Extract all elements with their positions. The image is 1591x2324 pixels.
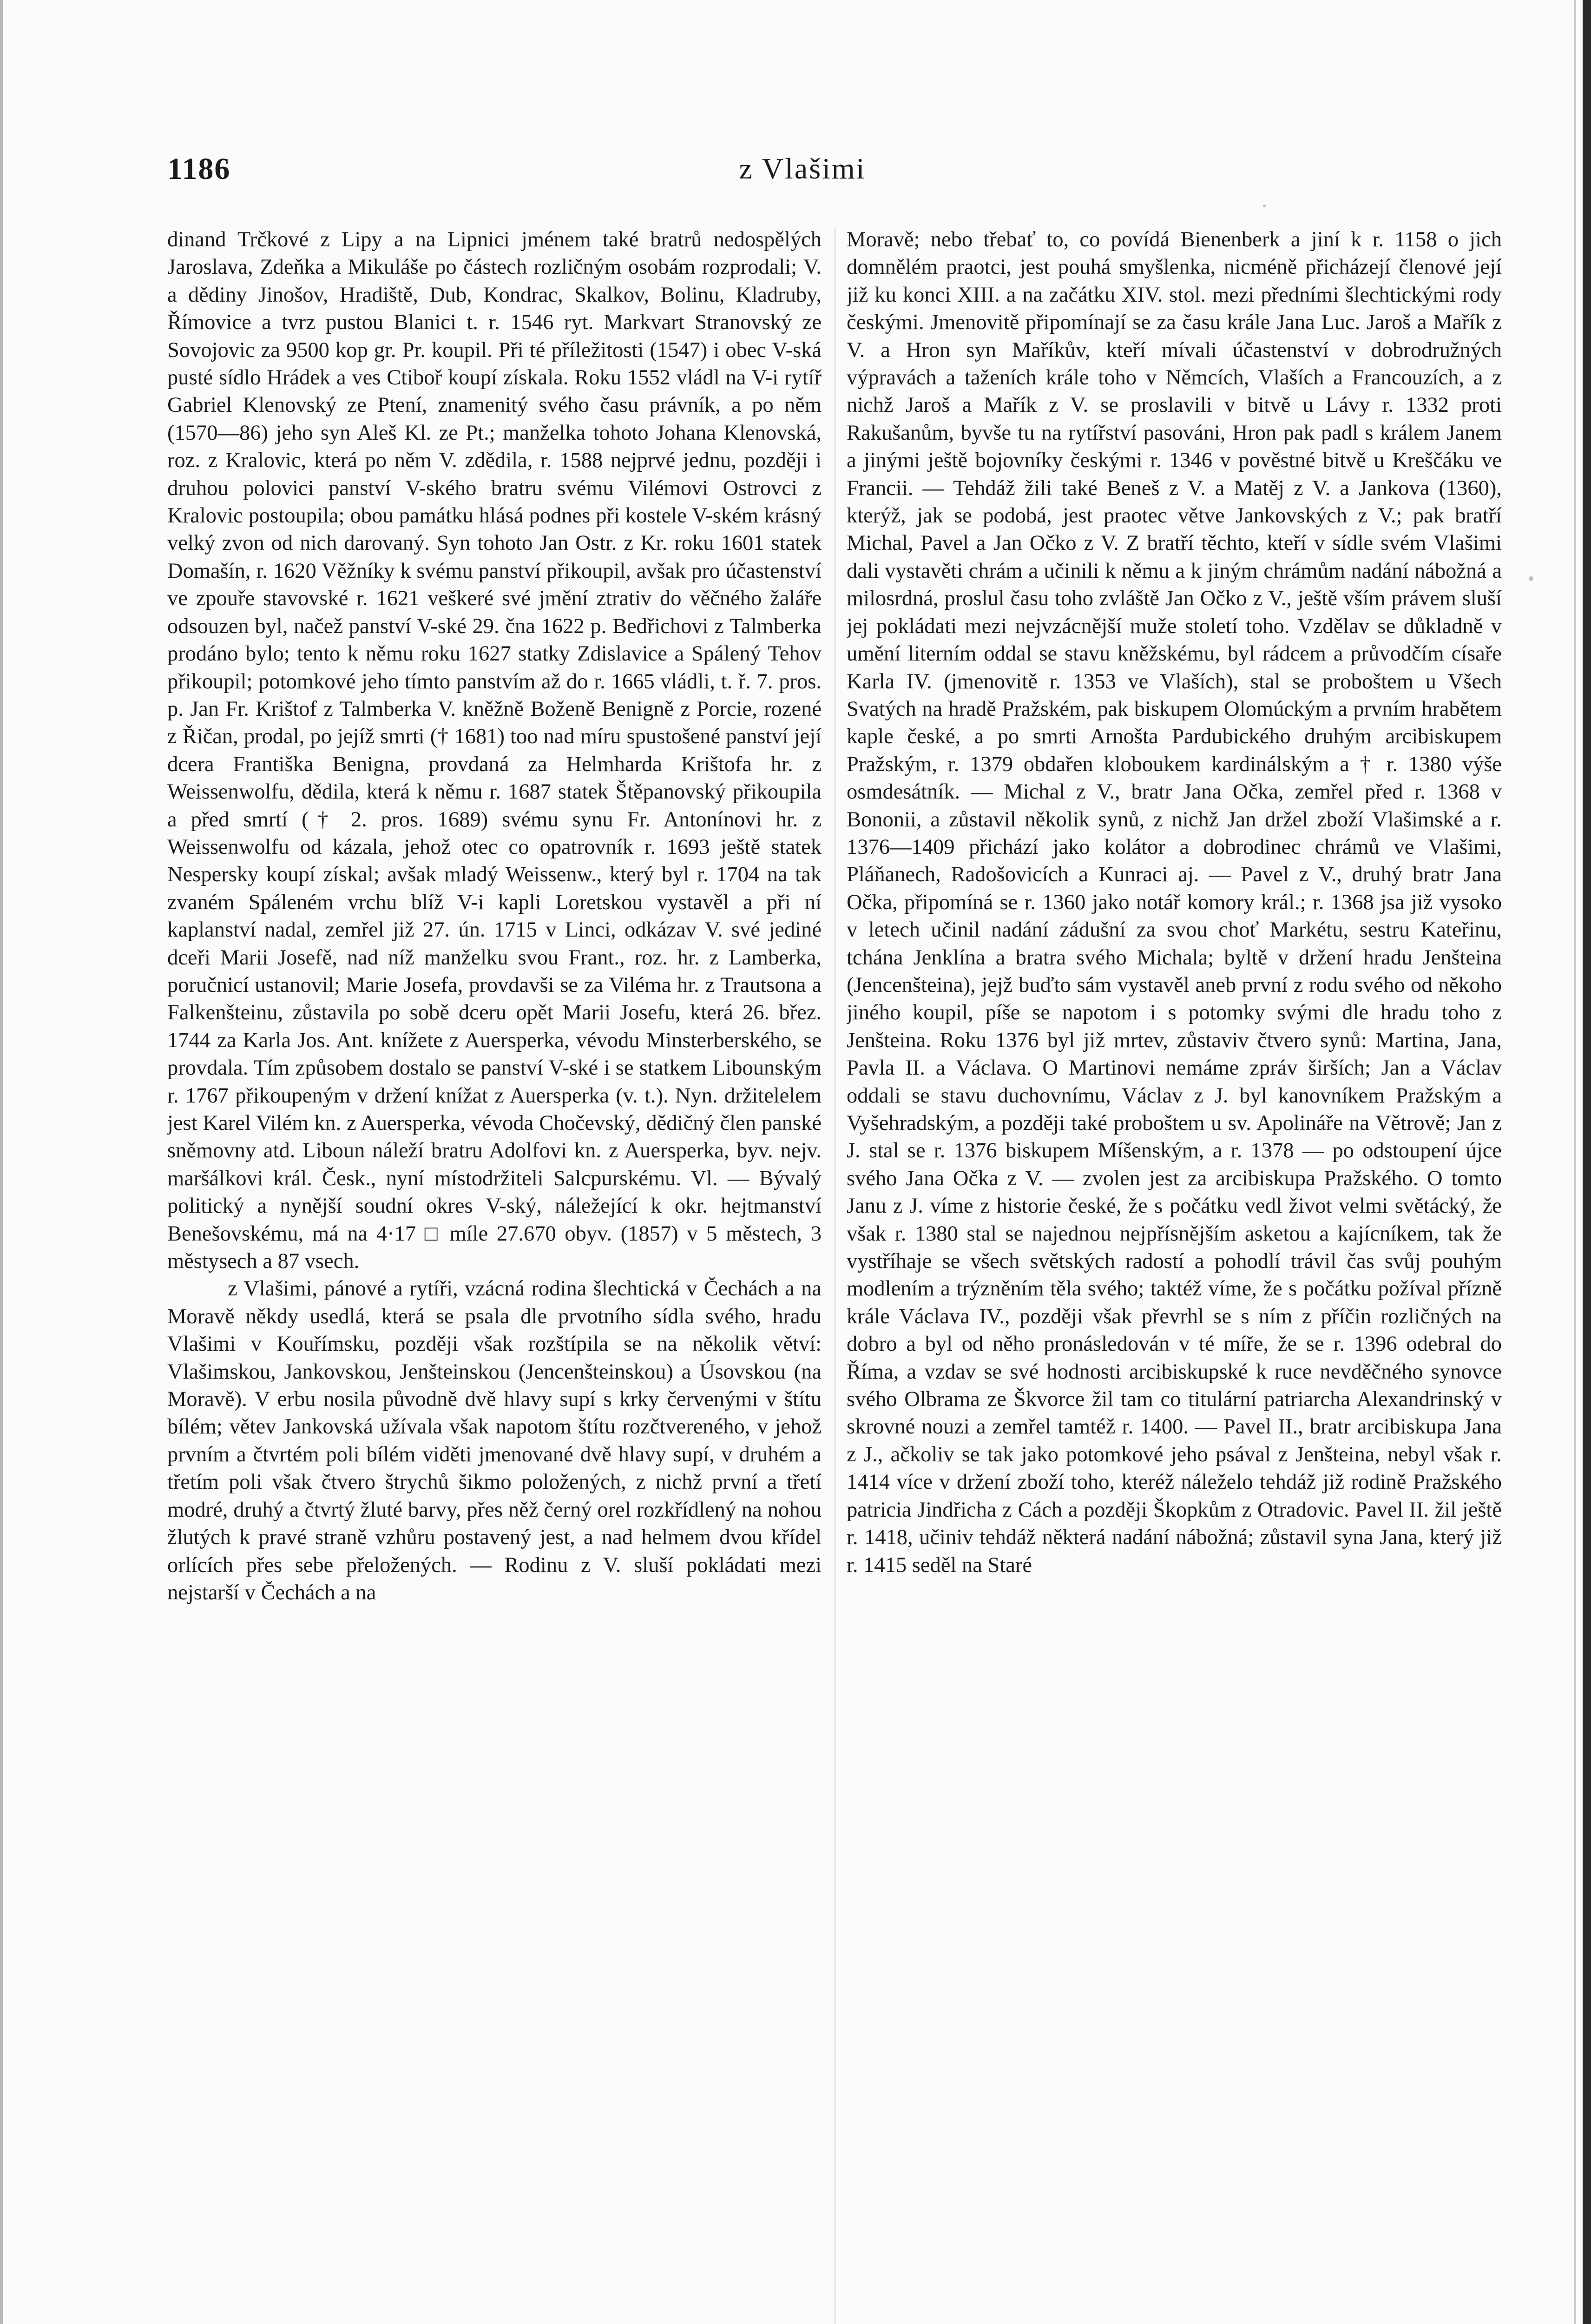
scan-edge-left	[0, 0, 3, 2324]
scan-edge-right	[1583, 0, 1591, 2324]
right-column	[847, 226, 1502, 2324]
paragraph: z Vlašimi, pánové a rytíři, vzácná rodina šlechtická v Čechách a na Moravě někdy usedlá, která se psala dle prvotního sídla svého, hradu Vlašimi v Kouřímsku, později však rozštípila se na několik větví: Vlašimskou, Jankovskou, Jenšteinskou (Jencenšteinskou) a Úsovskou (na Moravě). V erbu nosila původně dvě hlavy supí s krky červenými v štítu bílém; větev Jankovská užívala však napotom štítu rozčtvereného, v jehož prvním a čtvrtém poli bílém viděti jmenované dvě hlavy supí, v druhém a třetím poli však čtvero štrychů šikmo položených, z nichž první a třetí modré, druhý a čtvrtý žluté barvy, přes něž černý orel rozkřídlený na nohou žlutých k pravé straně vzhůru postavený jest, a nad helmem dvou křídel orlících přes sebe přeložených. — Rodinu z V. sluší pokládati mezi nejstarší v Čechách a na	[167, 1277, 822, 1604]
page-header	[167, 152, 1438, 193]
scan-edge-line	[1574, 0, 1576, 2324]
left-column	[167, 226, 822, 2324]
paragraph: Moravě; nebo třebať to, co povídá Bienenberk a jiní k r. 1158 o jich domnělém praotci, jest pouhá smyšlenka, nicméně přicházejí členové její již ku konci XIII. a na začátku XIV. stol. mezi předními šlechtickými rody českými. Jmenovitě připomínají se za času krále Jana Luc. Jaroš a Mařík z V. a Hron syn Maříkův, kteří mívali účastenství v dobrodružných výpravách a taženích krále toho v Němcích, Vlaších a Francouzích, a z nichž Jaroš a Mařík z V. se proslavili v bitvě u Lávy r. 1332 proti Rakušanům, byvše tu na rytířství pasováni, Hron pak padl s králem Janem a jinými ještě bojovníky českými r. 1346 v pověstné bitvě u Kreščáku ve Francii. — Tehdáž žili také Beneš z V. a Matěj z V. a Jankova (1360), kterýž, jak se podobá, jest praotec větve Jankovských z V.; pak bratří Michal, Pavel a Jan Očko z V. Z bratří těchto, kteří v sídle svém Vlašimi dali vystavěti chrám a učinili k němu a k jiným chrámům nadání nábožná a milosrdná, proslul času toho zvláště Jan Očko z V., ještě vším právem sluší jej pokládati mezi nejvzácnější muže století toho. Vzdělav se důkladně v umění literním oddal se stavu kněžskému, byl rádcem a průvodčím císaře Karla IV. (jmenovitě r. 1353 ve Vlaších), stal se proboštem u Všech Svatých na hradě Pražském, pak biskupem Olomúckým a prvním hrabětem kaple české, a po smrti Arnošta Pardubického druhým arcibiskupem Pražským, r. 1379 obdařen kloboukem kardinálským a † r. 1380 výše osmdesátník. — Michal z V., bratr Jana Očka, zemřel před r. 1368 v Bononii, a zůstavil několik synů, z nichž Jan držel zboží Vlašimské a r. 1376—1409 přichází jako kolátor a dobrodinec chrámů ve Vlašimi, Pláňanech, Radošovicích a Kunraci aj. — Pavel z V., druhý bratr Jana Očka, připomíná se r. 1360 jako notář komory král.; r. 1368 jsa již vysoko v letech učinil nadání zádušní za svou choť Markétu, sestru Kateřinu, tchána Jenklína a bratra svého Michala; byltě v držení hradu Jenšteina (Jencenšteina), jejž buďto sám vystavěl aneb první z rodu svého od někoho jiného koupil, píše se napotom i s potomky svými dle hradu toho z Jenšteina. Roku 1376 byl již mrtev, zůstaviv čtvero synů: Martina, Jana, Pavla II. a Václava. O Martinovi nemáme zpráv širších; Jan a Václav oddali se stavu duchovnímu, Václav z J. byl kanovníkem Pražským a Vyšehradským, a později také proboštem u sv. Apolináře na Větrově; Jan z J. stal se r. 1376 biskupem Míšenským, a r. 1378 — po odstoupení újce svého Jana Očka z V. — zvolen jest za arcibiskupa Pražského. O tomto Janu z J. víme z historie české, že s počátku vedl život velmi světácký, že však r. 1380 stal se najednou nejpřísnějším asketou a kajícníkem, tak že vystříhaje se všech světských radostí a pohodlí trávil čas svůj pouhým modlením a trýzněním těla svého; taktéž víme, že s počátku požíval přízně krále Václava IV., později však převrhl se s ním z příčin rozličných na dobro a byl od něho pronásledován v té míře, že se r. 1396 odebral do Říma, a vzdav se své hodnosti arcibiskupské k ruce nevděčného synovce svého Olbrama ze Škvorce žil tam co titulární patriarcha Alexandrinský v skrovné nouzi a zemřel tamtéž r. 1400. — Pavel II., bratr arcibiskupa Jana z J., ačkoliv se tak jako potomkové jeho psával z Jenšteina, nebyl však r. 1414 více v držení zboží toho, kteréž náleželo tehdáž již rodině Pražského patricia Jindřicha z Cách a později Škopkům z Otradovic. Pavel II. žil ještě r. 1418, učiniv tehdáž některá nadání nábožná; zůstavil syna Jana, který již r. 1415 seděl na Staré	[847, 228, 1502, 1577]
page-number: 1186	[167, 152, 231, 186]
running-title: z Vlašimi	[739, 152, 866, 185]
paragraph: dinand Trčkové z Lipy a na Lipnici jménem také bratrů nedospělých Jaroslava, Zdeňka a Mikuláše po částech rozličným osobám rozprodali; V. a dědiny Jinošov, Hradiště, Dub, Kondrac, Skalkov, Bolinu, Kladruby, Římovice a tvrz pustou Blanici t. r. 1546 ryt. Markvart Stranovský ze Sovojovic za 9500 kop gr. Pr. koupil. Při té příležitosti (1547) i obec V-ská pusté sídlo Hrádek a ves Ctiboř koupí získala. Roku 1552 vládl na V-i rytíř Gabriel Klenovský ze Ptení, znamenitý svého času právník, a po něm (1570—86) jeho syn Aleš Kl. ze Pt.; manželka tohoto Johana Klenovská, roz. z Kralovic, která po něm V. zdědila, r. 1588 nejprvé jednu, později i druhou polovici panství V-ského bratru svému Vilémovi Ostrovci z Kralovic postoupila; obou památku hlásá podnes při kostele V-ském krásný velký zvon od nich darovaný. Syn tohoto Jan Ostr. z Kr. roku 1601 statek Domašín, r. 1620 Věžníky k svému panství přikoupil, avšak pro účastenství ve zpouře stavovské r. 1621 veškeré své jmění ztrativ do věčného žaláře odsouzen byl, načež panství V-ské 29. čna 1622 p. Bedřichovi z Talmberka prodáno bylo; tento k němu roku 1627 statky Zdislavice a Spálený Tehov přikoupil; potomkové jeho tímto panstvím až do r. 1665 vládli, t. ř. 7. pros. p. Jan Fr. Krištof z Talmberka V. kněžně Boženě Benigně z Porcie, rozené z Řičan, prodal, po jejíž smrti († 1681) too nad míru spustošené panství její dcera Františka Benigna, provdaná za Helmharda Krištofa hr. z Weissenwolfu, dědila, která k němu r. 1687 statek Štěpanovský přikoupila a před smrtí († 2. pros. 1689) svému synu Fr. Antonínovi hr. z Weissenwolfu od kázala, jehož otec co opatrovník r. 1693 ještě statek Nespersky koupí získal; avšak mladý Weissenw., který byl r. 1704 na tak zvaném Spáleném vrchu blíž V-i kapli Loretskou vystavěl a při ní kaplanství nadal, zemřel již 27. ún. 1715 v Linci, odkázav V. své jediné dceři Marii Josefě, nad níž manželku svou Frant., roz. hr. z Lamberka, poručnicí ustanovil; Marie Josefa, provdavši se za Viléma hr. z Trautsona a Falkenšteinu, zůstavila po sobě dceru opět Marii Josefu, která 26. břez. 1744 za Karla Jos. Ant. knížete z Auersperka, vévodu Minsterberského, se provdala. Tím způsobem dostalo se panství V-ské i se statkem Libounským r. 1767 přikoupeným v držení knížat z Auersperka (v. t.). Nyn. držitelelem jest Karel Vilém kn. z Auersperka, vévoda Chočevský, dědičný člen panské sněmovny atd. Liboun náleží bratru Adolfovi kn. z Auersperka, byv. nejv. maršálkovi král. Česk., nyní místodržiteli Salcpurskému. Vl. — Bývalý politický a nynější soudní okres V-ský, náležející k okr. hejtmanství Benešovskému, má na 4·17 □ míle 27.670 obyv. (1857) v 5 městech, 3 městysech a 87 vsech.	[167, 228, 822, 1274]
scan-speck	[1529, 576, 1533, 581]
scan-speck	[1263, 205, 1266, 207]
